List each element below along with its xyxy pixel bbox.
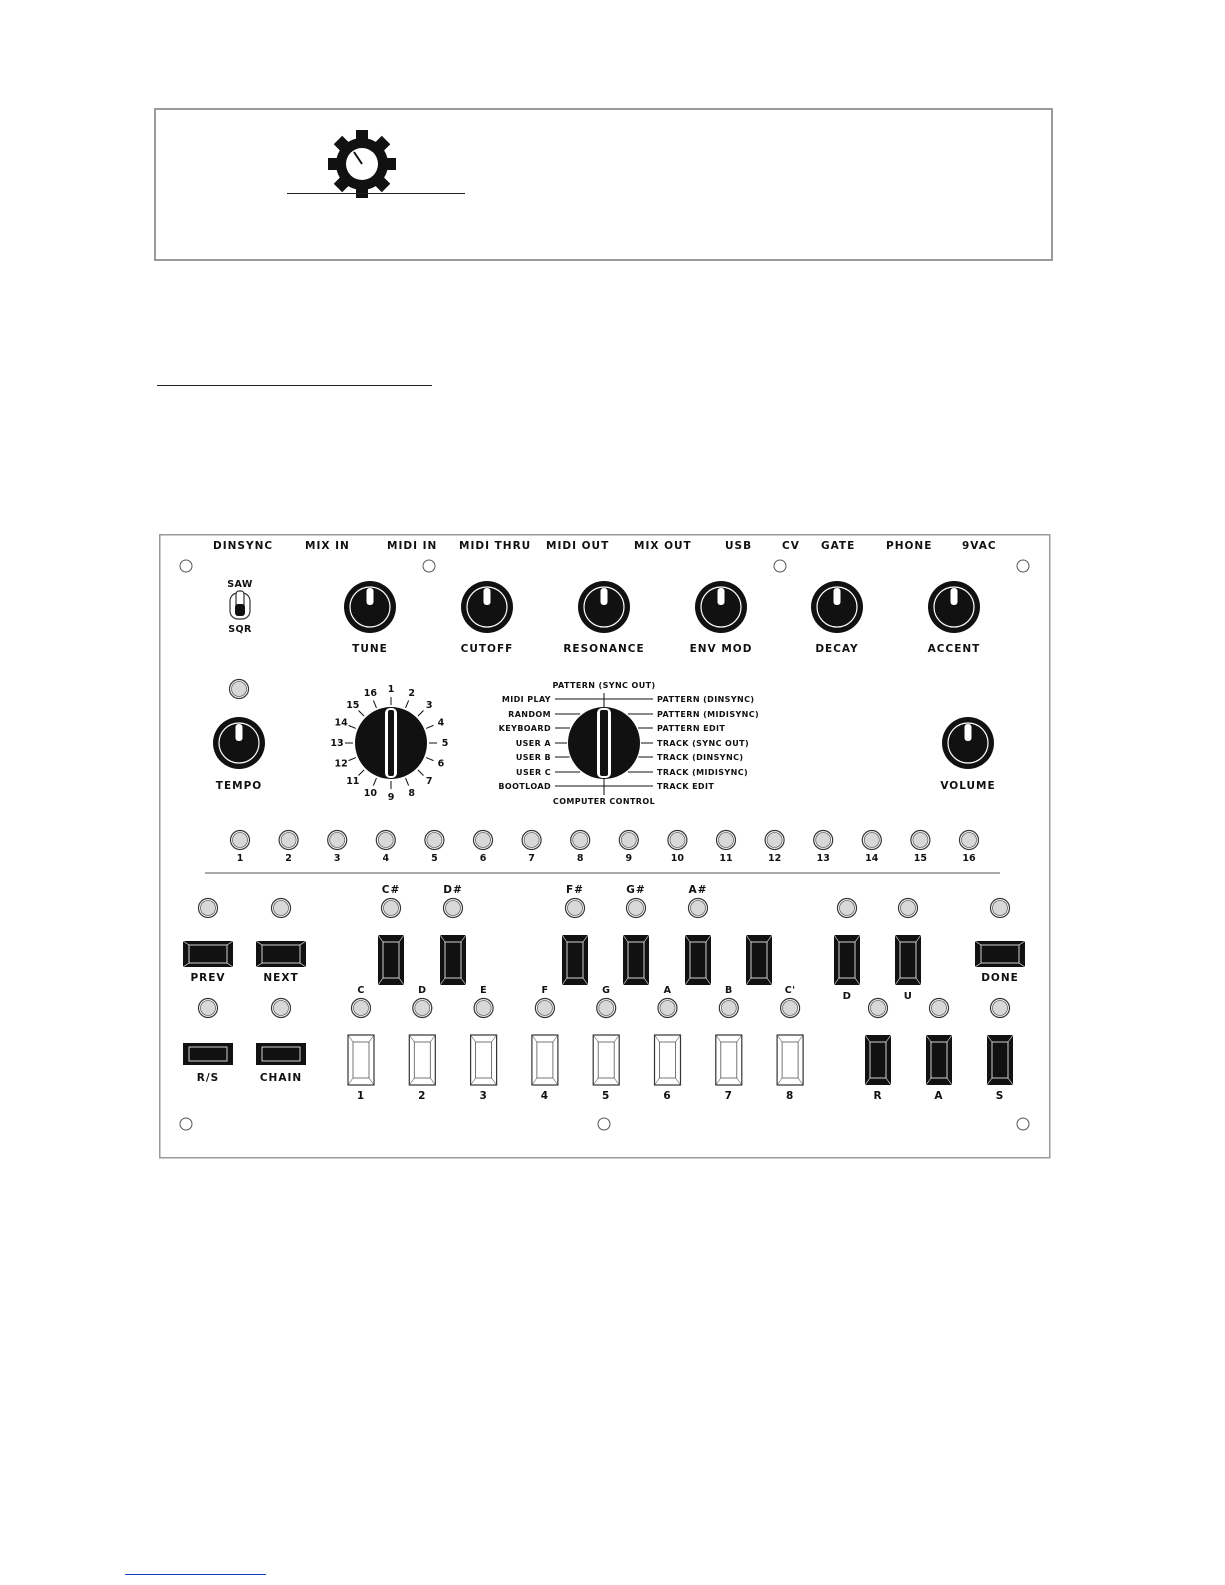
mode-label-right: PATTERN (DINSYNC) [657, 695, 755, 704]
white-key-number: 1 [356, 1090, 366, 1102]
step-led [862, 831, 881, 850]
switch-label-sqr: SQR [228, 624, 252, 635]
step-number: 15 [913, 853, 928, 864]
natural-note-label: B [724, 985, 733, 996]
step-number: 4 [382, 853, 390, 864]
step-number: 7 [528, 853, 535, 864]
natural-note-led [535, 999, 554, 1018]
mode-label-right: TRACK (MIDISYNC) [657, 768, 749, 777]
white-key-number: 5 [602, 1090, 611, 1102]
step-number: 13 [816, 853, 830, 864]
natural-note-key[interactable] [716, 1035, 742, 1085]
knob-label-volume: VOLUME [940, 780, 996, 792]
knob-label-cutoff: CUTOFF [460, 643, 514, 655]
step-number: 8 [576, 853, 584, 864]
natural-note-label: C' [784, 985, 796, 996]
step-number: 3 [333, 853, 341, 864]
step-led [279, 831, 298, 850]
white-key-number: 6 [663, 1090, 672, 1102]
step-led [960, 831, 979, 850]
mode-label-right: TRACK EDIT [657, 782, 715, 791]
natural-note-led [413, 999, 432, 1018]
natural-note-label: G [602, 985, 611, 996]
natural-note-led [658, 999, 677, 1018]
done-button[interactable] [975, 941, 1025, 967]
bank-number: 14 [334, 717, 348, 729]
knob-accent[interactable] [928, 581, 980, 633]
mode-label-left: USER B [515, 753, 551, 762]
mode-label-left: RANDOM [508, 710, 551, 719]
tempo-led [230, 680, 249, 699]
step-led [571, 831, 590, 850]
knob-label-tempo: TEMPO [215, 780, 263, 792]
step-led [717, 831, 736, 850]
natural-note-led [352, 999, 371, 1018]
led-key-a [930, 999, 949, 1018]
knob-volume[interactable] [942, 717, 994, 769]
chain-button[interactable] [256, 1043, 306, 1065]
prev-button[interactable] [183, 941, 233, 967]
white-key-number: 2 [418, 1090, 427, 1102]
mode-label-right: PATTERN (MIDISYNC) [657, 710, 760, 719]
jack-label-phone: PHONE [886, 540, 933, 552]
step-led [911, 831, 930, 850]
chain-label: CHAIN [259, 1072, 303, 1084]
natural-note-led [474, 999, 493, 1018]
knob-tune[interactable] [344, 581, 396, 633]
natural-note-led [719, 999, 738, 1018]
mode-label-left: BOOTLOAD [498, 782, 551, 791]
step-led [328, 831, 347, 850]
led-next [272, 899, 291, 918]
bank-number: 8 [408, 787, 415, 799]
led-octave-up [899, 899, 918, 918]
slide-key[interactable] [987, 1035, 1013, 1085]
knob-label-accent: ACCENT [927, 643, 981, 655]
knob-bank-selector[interactable] [355, 707, 427, 779]
white-key-number: 8 [785, 1090, 795, 1102]
mode-label-left: USER A [515, 739, 551, 748]
step-led [619, 831, 638, 850]
bank-number: 2 [408, 688, 415, 700]
rest-key[interactable] [865, 1035, 891, 1085]
step-led [522, 831, 541, 850]
step-number: 11 [719, 853, 733, 864]
step-led [425, 831, 444, 850]
natural-note-label: F [541, 985, 549, 996]
step-number: 12 [767, 853, 782, 864]
gear-knob-icon [328, 130, 396, 198]
key-label-a: A [934, 1090, 944, 1102]
sharp-note-label: G# [626, 884, 646, 896]
knob-label-env-mod: ENV MOD [689, 643, 753, 655]
bank-number: 13 [330, 738, 344, 749]
screw-top-right-mid [774, 560, 786, 572]
sharp-note-led [444, 899, 463, 918]
natural-note-label: E [480, 985, 488, 996]
knob-tempo[interactable] [213, 717, 265, 769]
mode-label-bottom: COMPUTER CONTROL [552, 797, 656, 806]
sharp-note-label: A# [688, 884, 708, 896]
step-number: 2 [285, 853, 292, 864]
jack-label-usb: USB [725, 540, 753, 552]
led-prev [199, 899, 218, 918]
screw-bottom-mid [598, 1118, 610, 1130]
knob-resonance[interactable] [578, 581, 630, 633]
prev-label: PREV [190, 972, 226, 984]
jack-label-gate: GATE [821, 540, 856, 552]
jack-label-midi-in: MIDI IN [387, 540, 438, 552]
bank-number: 6 [437, 758, 445, 770]
natural-note-key[interactable] [593, 1035, 619, 1085]
led-chain [272, 999, 291, 1018]
screw-bottom-left [180, 1118, 192, 1130]
step-led [231, 831, 250, 850]
next-button[interactable] [256, 941, 306, 967]
synth-front-panel [159, 534, 1051, 1160]
octave-up-label: U [903, 991, 913, 1002]
step-led [474, 831, 493, 850]
bank-number: 10 [363, 787, 377, 799]
jack-label-midi-out: MIDI OUT [546, 540, 610, 552]
run-stop-button[interactable] [183, 1043, 233, 1065]
jack-label-mix-out: MIX OUT [634, 540, 692, 552]
footer-link-underline[interactable] [125, 1574, 266, 1575]
jack-label-9vac: 9VAC [962, 540, 997, 552]
sharp-note-key[interactable] [562, 935, 588, 985]
key-label-s: S [995, 1090, 1005, 1102]
white-key-number: 7 [724, 1090, 733, 1102]
waveform-toggle-switch[interactable] [230, 591, 250, 619]
sharp-note-led [627, 899, 646, 918]
jack-label-midi-thru: MIDI THRU [459, 540, 532, 552]
sharp-note-key[interactable] [623, 935, 649, 985]
rs-label: R/S [196, 1072, 220, 1084]
white-key-number: 3 [479, 1090, 488, 1102]
natural-note-label: A [663, 985, 672, 996]
natural-note-key[interactable] [348, 1035, 374, 1085]
sharp-note-label: F# [566, 884, 584, 896]
bank-number: 15 [346, 699, 360, 711]
bank-number: 16 [363, 688, 377, 700]
bank-number: 11 [346, 776, 360, 788]
knob-env-mod[interactable] [695, 581, 747, 633]
mode-label-left: MIDI PLAY [501, 695, 551, 704]
natural-note-label: C [357, 985, 365, 996]
screw-bottom-right [1017, 1118, 1029, 1130]
bank-number: 9 [387, 792, 395, 803]
step-number: 14 [865, 853, 879, 864]
mode-label-left: KEYBOARD [498, 724, 551, 733]
function-key-blank[interactable] [746, 935, 772, 985]
step-number: 16 [962, 853, 976, 864]
switch-label-saw: SAW [227, 579, 253, 590]
sharp-note-label: C# [381, 884, 401, 896]
natural-note-key[interactable] [471, 1035, 497, 1085]
bank-number: 7 [425, 776, 433, 788]
natural-note-led [597, 999, 616, 1018]
sharp-note-led [566, 899, 585, 918]
step-led [668, 831, 687, 850]
knob-cutoff[interactable] [461, 581, 513, 633]
sharp-note-key[interactable] [685, 935, 711, 985]
white-key-number: 4 [540, 1090, 550, 1102]
natural-note-key[interactable] [409, 1035, 435, 1085]
sharp-note-led [382, 899, 401, 918]
led-key-s [991, 999, 1010, 1018]
bank-number: 3 [425, 699, 433, 711]
done-label: DONE [981, 972, 1019, 984]
jack-label-dinsync: DINSYNC [213, 540, 274, 552]
next-label: NEXT [263, 972, 299, 984]
step-number: 9 [625, 853, 633, 864]
bank-number: 1 [387, 684, 395, 695]
octave-up-key[interactable] [895, 935, 921, 985]
step-number: 10 [670, 853, 685, 864]
sharp-note-key[interactable] [440, 935, 466, 985]
octave-down-label: D [842, 991, 852, 1002]
step-led [376, 831, 395, 850]
step-led [765, 831, 784, 850]
screw-top-right [1017, 560, 1029, 572]
section-heading-underline [157, 385, 432, 386]
knob-decay[interactable] [811, 581, 863, 633]
mode-label-right: PATTERN EDIT [657, 724, 726, 733]
screw-top-left [180, 560, 192, 572]
natural-note-key[interactable] [532, 1035, 558, 1085]
logo-underline [287, 193, 465, 194]
mode-label-left: USER C [516, 768, 551, 777]
sharp-note-key[interactable] [378, 935, 404, 985]
step-number: 6 [479, 853, 487, 864]
knob-label-resonance: RESONANCE [563, 643, 645, 655]
bank-number: 12 [334, 758, 348, 770]
natural-note-label: D [418, 985, 427, 996]
mode-label-right: TRACK (SYNC OUT) [657, 739, 750, 748]
natural-note-led [781, 999, 800, 1018]
bank-number: 4 [437, 717, 445, 729]
sharp-note-label: D# [443, 884, 463, 896]
knob-label-tune: TUNE [352, 643, 388, 655]
screw-top-mid [423, 560, 435, 572]
jack-label-cv: CV [782, 540, 800, 552]
key-label-r: R [873, 1090, 883, 1102]
knob-label-decay: DECAY [815, 643, 859, 655]
led-key-r [869, 999, 888, 1018]
led-octave-down [838, 899, 857, 918]
step-led [814, 831, 833, 850]
natural-note-key[interactable] [655, 1035, 681, 1085]
header-box [154, 108, 1053, 261]
led-done [991, 899, 1010, 918]
accent-key[interactable] [926, 1035, 952, 1085]
step-number: 1 [236, 853, 244, 864]
bank-number: 5 [441, 738, 449, 749]
mode-label-right: TRACK (DINSYNC) [657, 753, 744, 762]
knob-mode-selector[interactable] [568, 707, 640, 779]
led-rs [199, 999, 218, 1018]
step-number: 5 [431, 853, 438, 864]
jack-label-mix-in: MIX IN [305, 540, 350, 552]
mode-label-top: PATTERN (SYNC OUT) [552, 681, 656, 690]
octave-down-key[interactable] [834, 935, 860, 985]
natural-note-key[interactable] [777, 1035, 803, 1085]
sharp-note-led [689, 899, 708, 918]
